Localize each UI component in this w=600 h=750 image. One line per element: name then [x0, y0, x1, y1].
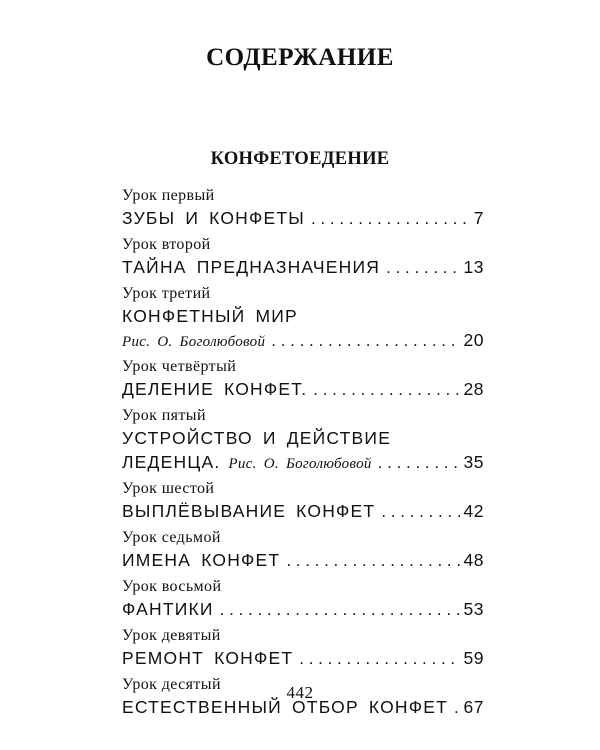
dot-leader [220, 598, 460, 622]
dot-leader [271, 329, 459, 353]
toc-row [122, 377, 484, 401]
page-ref: 53 [463, 599, 484, 619]
lesson-label: Урок третий [122, 285, 211, 302]
toc-entry-6 [122, 479, 484, 523]
lesson-label: Урок седьмой [122, 529, 221, 546]
page-ref: 7 [473, 208, 484, 228]
toc-entry-4 [122, 357, 484, 401]
chapter-title: ТАЙНА ПРЕДНАЗНАЧЕНИЯ [122, 257, 381, 277]
illustrator-credit: Рис. О. Боголюбовой [228, 456, 372, 472]
lesson-label: Урок восьмой [122, 578, 222, 595]
toc-row [122, 304, 484, 328]
lesson-label: Урок десятый [122, 676, 221, 693]
toc-entry-3 [122, 284, 484, 352]
chapter-title: ИМЕНА КОНФЕТ [122, 550, 281, 570]
page-ref: 28 [463, 379, 484, 399]
chapter-title-line-1: УСТРОЙСТВО И ДЕЙСТВИЕ [122, 428, 392, 448]
page-ref: 20 [463, 330, 484, 350]
toc-entry-9 [122, 626, 484, 670]
section-title: КОНФЕТОЕДЕНИЕ [210, 149, 390, 169]
dot-leader [386, 256, 459, 280]
chapter-title: ВЫПЛЁВЫВАНИЕ КОНФЕТ [122, 501, 376, 521]
dot-leader [378, 451, 460, 475]
chapter-title: ДЕЛЕНИЕ КОНФЕТ. [122, 379, 308, 399]
dot-leader [286, 549, 459, 573]
toc-row [122, 646, 484, 670]
page-ref: 35 [463, 452, 484, 472]
chapter-title: ФАНТИКИ [122, 599, 214, 619]
dot-leader [313, 378, 459, 402]
dot-leader [381, 500, 459, 524]
toc-entry-5 [122, 406, 484, 474]
page-ref: 13 [463, 257, 484, 277]
toc-row [122, 206, 484, 230]
chapter-title: ЗУБЫ И КОНФЕТЫ [122, 208, 305, 228]
toc-entry-7 [122, 528, 484, 572]
chapter-title: РЕМОНТ КОНФЕТ [122, 648, 294, 668]
page-title: СОДЕРЖАНИЕ [206, 44, 394, 71]
page-ref: 42 [463, 501, 484, 521]
page-ref: 59 [463, 648, 484, 668]
chapter-title: КОНФЕТНЫЙ МИР [122, 306, 298, 326]
toc-row [122, 548, 484, 572]
toc-row [122, 499, 484, 523]
page-ref: 67 [463, 697, 484, 717]
toc-entry-1 [122, 186, 484, 230]
toc-row [122, 255, 484, 279]
page-number: 442 [286, 683, 314, 702]
lesson-label: Урок первый [122, 187, 215, 204]
toc-row [122, 426, 484, 450]
toc-row [122, 328, 484, 352]
chapter-title: ЕСТЕСТВЕННЫЙ ОТБОР КОНФЕТ [122, 697, 449, 717]
page-ref: 48 [463, 550, 484, 570]
table-of-contents [122, 186, 484, 719]
toc-entry-8 [122, 577, 484, 621]
lesson-label: Урок пятый [122, 407, 206, 424]
toc-entry-2 [122, 235, 484, 279]
toc-row [122, 597, 484, 621]
lesson-label: Урок второй [122, 236, 211, 253]
toc-row [122, 450, 484, 474]
illustrator-credit: Рис. О. Боголюбовой [122, 334, 266, 350]
lesson-label: Урок девятый [122, 627, 221, 644]
dot-leader [299, 647, 459, 671]
dot-leader [311, 207, 470, 231]
lesson-label: Урок шестой [122, 480, 215, 497]
lesson-label: Урок четвёртый [122, 358, 237, 375]
chapter-title-line-2: ЛЕДЕНЦА. [122, 452, 221, 472]
